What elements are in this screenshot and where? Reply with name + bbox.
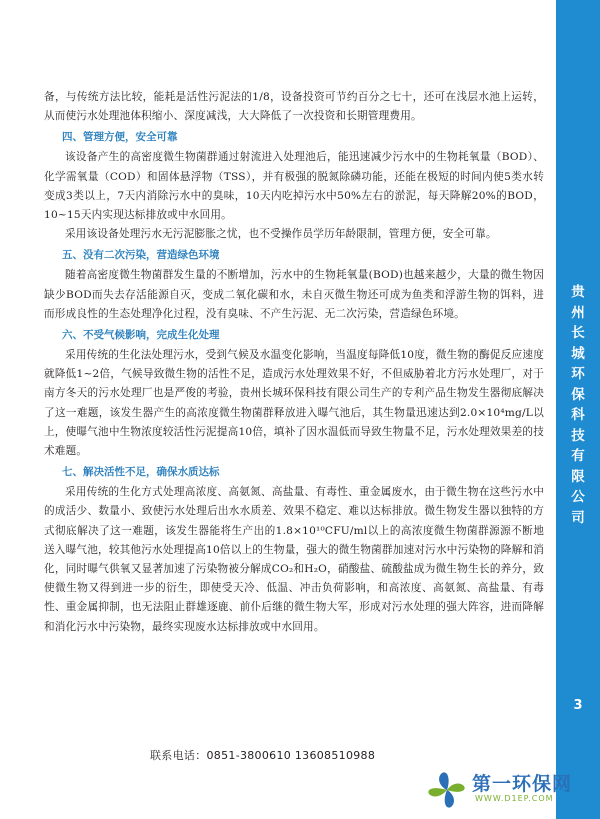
section-water-quality xyxy=(44,463,544,637)
company-name-char: 城 xyxy=(571,345,585,362)
section-paragraph: 采用该设备处理污水无污泥膨胀之忧，也不受操作员学历年龄限制，管理方便，安全可靠。 xyxy=(65,228,497,241)
section-paragraph: 采用传统的生化方式处理高浓度、高氨氮、高盐量、有毒性、重金属废水，由于微生物在这些污水中的成活少、数量小、致使污水处理后出水水质差、效果不稳定、难以达标排放。微生物发生器以独特的方式彻底解决了这一难题，该发生器能将生产出的1.8×10¹⁰CFU/ml以上的高浓度微生物菌群源源不断地送入曝气池，较其他污水处理提高10倍以上的生物量，强大的微生物菌群加速对污水中污染物的降解和消化，同时曝气供氧又显著加速了污染物被分解成CO₂和H₂O，硝酸盐、硫酸盐成为微生物生长的养分，致使微生物又得到进一步的衍生，即使受天冷、低温、冲击负荷影响，和高浓度、高氨氮、高盐量、有毒性、重金属抑制，也无法阻止群雄逐鹿、前仆后继的微生物大军，形成对污水处理的强大阵容，进而降解和消化污水中污染物，最终实现废水达标排放或中水回用。 xyxy=(44,486,544,633)
section-paragraph: 采用传统的生化法处理污水，受到气候及水温变化影响，当温度每降低10度，微生物的酶促反应速度就降低1~2倍，气候导致微生物的活性不足，造成污水处理效果不好，不但威胁着北方污水处理厂，对于南方冬天的污水处理厂也是严俊的考验，贵州长城环保科技有限公司生产的专利产品生物发生器彻底解决了这一难题，该发生器产生的高浓度微生物菌群释放进入曝气池后，其生物量迅速达到2.0×10⁴mg/L以上，使曝气池中生物浓度较活性污泥提高10倍，填补了因水温低而导致生物量不足，污水处理效果差的技术难题。 xyxy=(44,349,544,458)
section-climate xyxy=(44,326,544,461)
company-name-char: 贵 xyxy=(571,284,585,300)
section-heading: 七、解决活性不足，确保水质达标 xyxy=(62,466,220,479)
site-logo[interactable] xyxy=(426,768,573,812)
pinwheel-logo-icon xyxy=(426,770,468,810)
section-paragraph: 该设备产生的高密度微生物菌群通过射流进入处理池后，能迅速减少污水中的生物耗氧量（BOD）、化学需氧量（COD）和固体悬浮物（TSS），并有极强的脱氮除磷功能，还能在极短的时间内使5类水转变成3类以上，7天内消除污水中的臭味，10天内吃掉污水中50%左右的淤泥，每天降解20%的BOD，10~15天内实现达标排放或中水回用。 xyxy=(44,151,544,222)
section-heading: 六、不受气候影响，完成生化处理 xyxy=(62,329,220,342)
intro-paragraph: 备，与传统方法比较，能耗是活性污泥法的1/8，设备投资可节约百分之七十，还可在浅层水池上运转，从而使污水处理池体积缩小、深度减浅，大大降低了一次投资和长期管理费用。 xyxy=(44,91,544,123)
company-name-char: 公 xyxy=(571,489,585,505)
side-band xyxy=(556,0,600,819)
contact-phone: 联系电话：0851-3800610 13608510988 xyxy=(150,749,376,762)
company-name-char: 司 xyxy=(571,509,585,526)
company-name-char: 保 xyxy=(571,386,585,403)
company-name-char: 限 xyxy=(571,468,585,485)
section-management xyxy=(44,128,544,244)
company-name-vertical xyxy=(556,282,600,528)
section-paragraph: 随着高密度微生物菌群发生量的不断增加，污水中的生物耗氧量(BOD)也越来越少，大量的微生物因缺少BOD而失去存活能源自灭，变成二氧化碳和水，未自灭微生物还可成为鱼类和浮游生物的饵料，进而形成良性的生态处理净化过程，没有臭味、不产生污泥、无二次污染，营造绿色环境。 xyxy=(44,269,544,320)
section-heading: 四、管理方便，安全可靠 xyxy=(62,131,178,144)
logo-text: 第一环保网 xyxy=(472,773,573,795)
page-number: 3 xyxy=(573,698,583,713)
section-no-pollution xyxy=(44,246,544,324)
company-name-char: 州 xyxy=(571,304,585,321)
company-name-char: 环 xyxy=(571,366,585,382)
company-name-char: 长 xyxy=(571,325,585,341)
article-body xyxy=(44,88,544,637)
logo-url: WWW.D1EP.COM xyxy=(475,794,554,803)
company-name-char: 技 xyxy=(571,427,585,444)
company-name-char: 科 xyxy=(571,407,585,423)
section-heading: 五、没有二次污染，营造绿色环境 xyxy=(62,249,220,262)
company-name-char: 有 xyxy=(571,448,585,464)
